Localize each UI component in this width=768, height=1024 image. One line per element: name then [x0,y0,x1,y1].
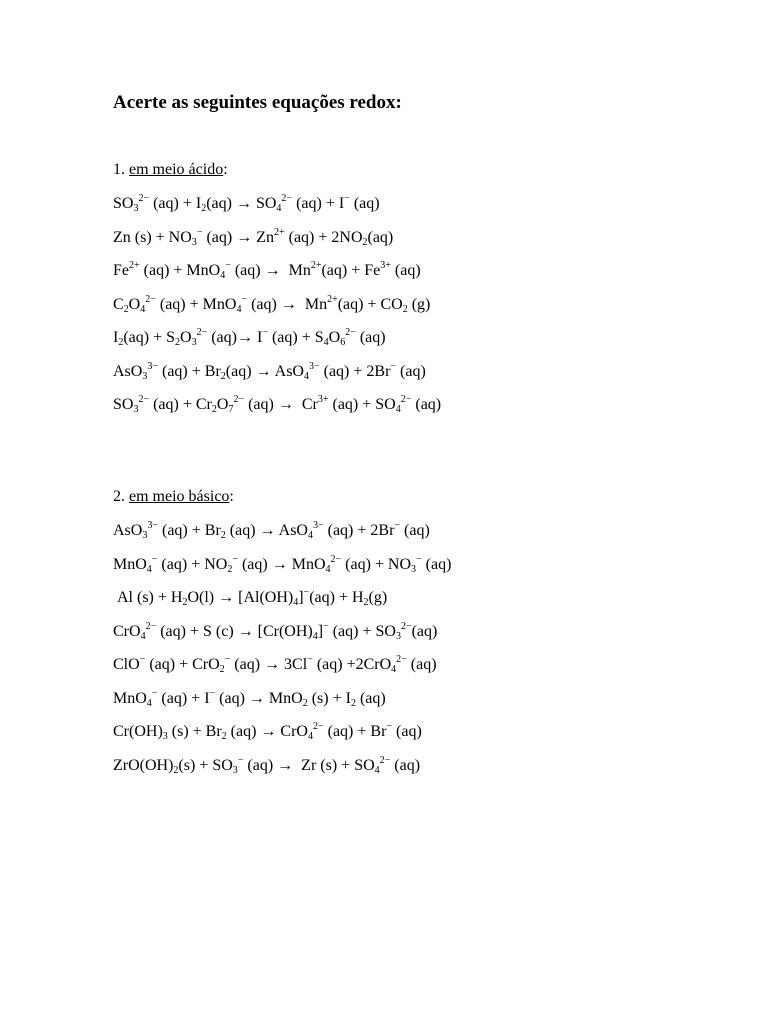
equation: $Cr(OH)_3$ $(s) + Br_2$ (aq) → CrO$_4^{2-}$ (aq) + Br− (aq) [113,721,422,742]
equation: $ZrO(OH)_2(s) + SO_3^-$ (aq) → Zr $(s) + SO_4^{2-}$ (aq) [113,754,421,776]
equation: $Fe^{2+}$ (aq) + MnO$_4$− $(aq) \to Mn^{2+}(aq) + Fe^{3+}$ (aq) [113,260,421,281]
equation: $SO_3^{2-}$ $(aq) + I_2(aq) \to SO_4^{2-}$ (aq) + I− (aq) [113,193,380,214]
section-heading-acid [113,161,228,179]
equation: Al $(s) + H_2O(l) \to [Al(OH)_4]^-(aq) + H_2(g)$ [113,587,388,608]
equation-list-basic [113,521,451,789]
equation: ClO− (aq) + CrO$_2$− (aq) → 3Cl− (aq) +2CrO$_4^{2-}$ (aq) [113,654,437,675]
equation: CrO$_4^{2-}$ (aq) + S $(c) \to [Cr(OH)_4]^-$ $(aq) + SO_3^{2-}(aq)$ [113,620,438,642]
section-colon: : [229,488,234,505]
equation: Zn $(s) + NO_3^-$ $(aq) \to Zn^{2+}$ $(aq) + 2NO_2(aq)$ [113,226,394,248]
equation: MnO$_4$− $(aq) + NO_2^-$ (aq) → MnO$_4^{2-}$ $(aq) + NO_3^-$ (aq) [113,553,452,575]
equation: AsO$_3^{3-}$ $(aq) + Br_2$ (aq) → AsO$_4^{3-}$ (aq) + 2Br− (aq) [113,520,430,541]
equation: $C_2O_4^{2-}$ (aq) + MnO$_4$− $(aq) \to Mn^{2+}(aq) + CO_2$ (g) [113,293,431,315]
equation: $I_2(aq) + S_2O_3^{2-}$ (aq)→ I− $(aq) + S_4O_6^{2-}$ (aq) [113,327,386,348]
section-colon: : [223,161,228,178]
equation: AsO$_3^{3-}$ $(aq) + Br_2(aq) \to AsO_4^{3-}$ (aq) + 2Br− (aq) [113,360,426,382]
section-number: 2. [113,488,125,505]
equation-list-acid [113,194,441,429]
page-title: Acerte as seguintes equações redox: [113,92,402,113]
equation: MnO$_4$− (aq) + I− (aq) → MnO$_2$ $(s) + I_2$ (aq) [113,687,386,709]
section-number: 1. [113,161,125,178]
section-heading-basic [113,488,234,506]
equation: $SO_3^{2-}$ $(aq) + Cr_2O_7^{2-}$ $(aq) \to Cr^{3+}$ $(aq) + SO_4^{2-}$ (aq) [113,394,442,415]
section-label: em meio básico [129,488,230,505]
section-label: em meio ácido [129,161,224,178]
